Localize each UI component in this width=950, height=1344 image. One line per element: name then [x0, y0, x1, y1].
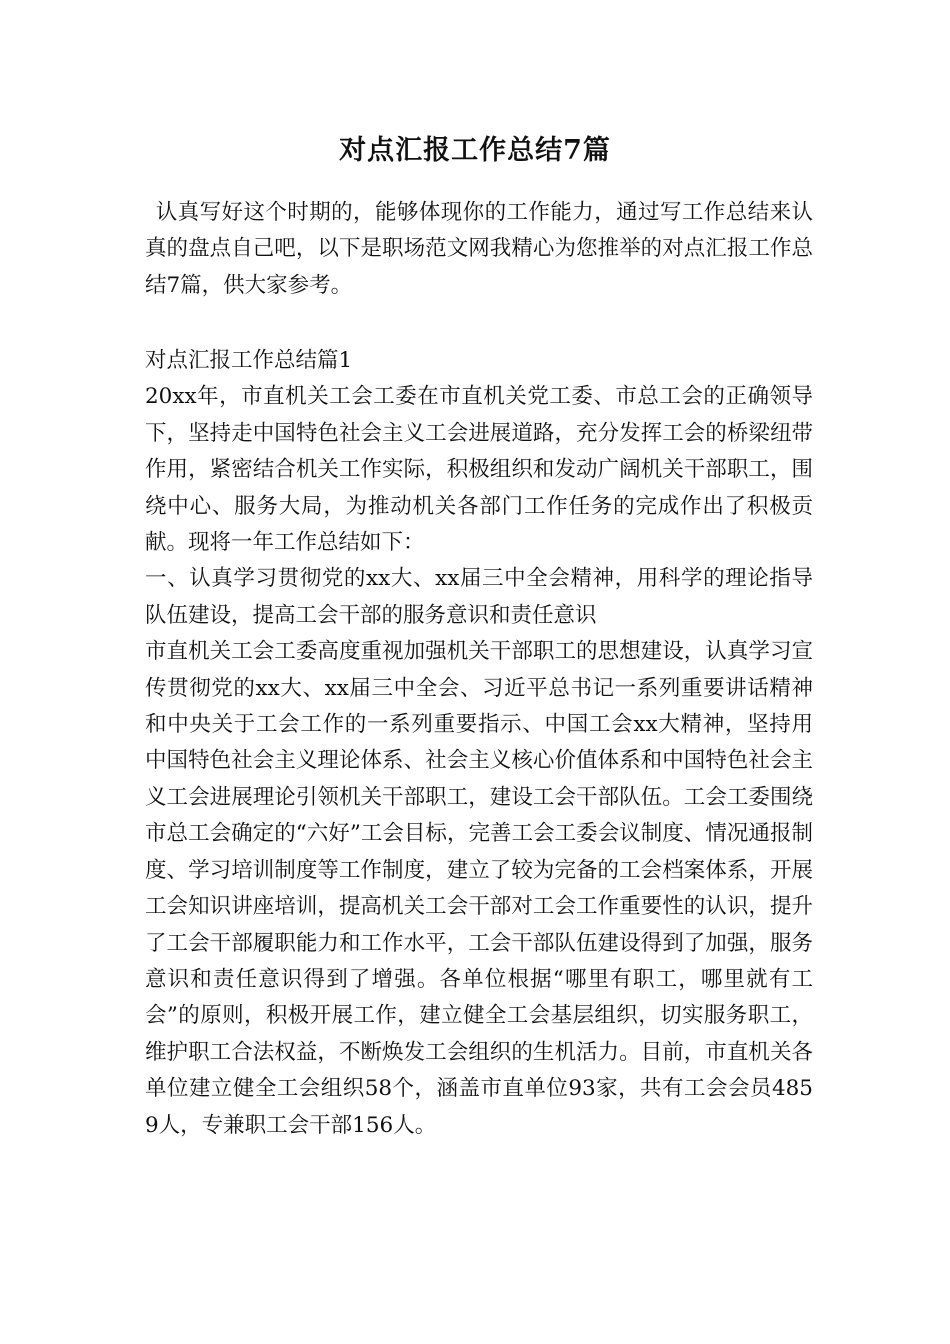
- main-block: [145, 343, 813, 1144]
- body-paragraph: 20xx年，市直机关工会工委在市直机关党工委、市总工会的正确领导下，坚持走中国特色社会主义工会进展道路，充分发挥工会的桥梁纽带作用，紧密结合机关工作实际，积极组织和发动广阔机关干部职工，围绕中心、服务大局，为推动机关各部门工作任务的完成作出了积极贡献。现将一年工作总结如下：: [145, 384, 813, 556]
- body-paragraph: 一、认真学习贯彻党的xx大、xx届三中全会精神，用科学的理论指导队伍建设，提高工会干部的服务意识和责任意识: [145, 566, 813, 628]
- body-paragraph: 市直机关工会工委高度重视加强机关干部职工的思想建设，认真学习宣传贯彻党的xx大、xx届三中全会、习近平总书记一系列重要讲话精神和中央关于工会工作的一系列重要指示、中国工会xx大精神，坚持用中国特色社会主义理论体系、社会主义核心价值体系和中国特色社会主义工会进展理论引领机关干部职工，建设工会干部队伍。工会工委围绕市总工会确定的“六好”工会目标，完善工会工委会议制度、情况通报制度、学习培训制度等工作制度，建立了较为完备的工会档案体系，开展工会知识讲座培训，提高机关工会干部对工会工作重要性的认识，提升了工会干部履职能力和工作水平，工会干部队伍建设得到了加强，服务意识和责任意识得到了增强。各单位根据“哪里有职工，哪里就有工会”的原则，积极开展工作，建立健全工会基层组织，切实服务职工，维护职工合法权益，不断焕发工会组织的生机活力。目前，市直机关各单位建立健全工会组织58个，涵盖市直单位93家，共有工会会员4859人，专兼职工会干部156人。: [145, 639, 813, 1138]
- intro-block: [145, 195, 813, 304]
- intro-paragraph: 认真写好这个时期的，能够体现你的工作能力，通过写工作总结来认真的盘点自己吧，以下是职场范文网我精心为您推举的对点汇报工作总结7篇，供大家参考。: [145, 200, 813, 298]
- section-heading: 对点汇报工作总结篇1: [145, 348, 353, 373]
- document-title: 对点汇报工作总结7篇: [339, 135, 611, 166]
